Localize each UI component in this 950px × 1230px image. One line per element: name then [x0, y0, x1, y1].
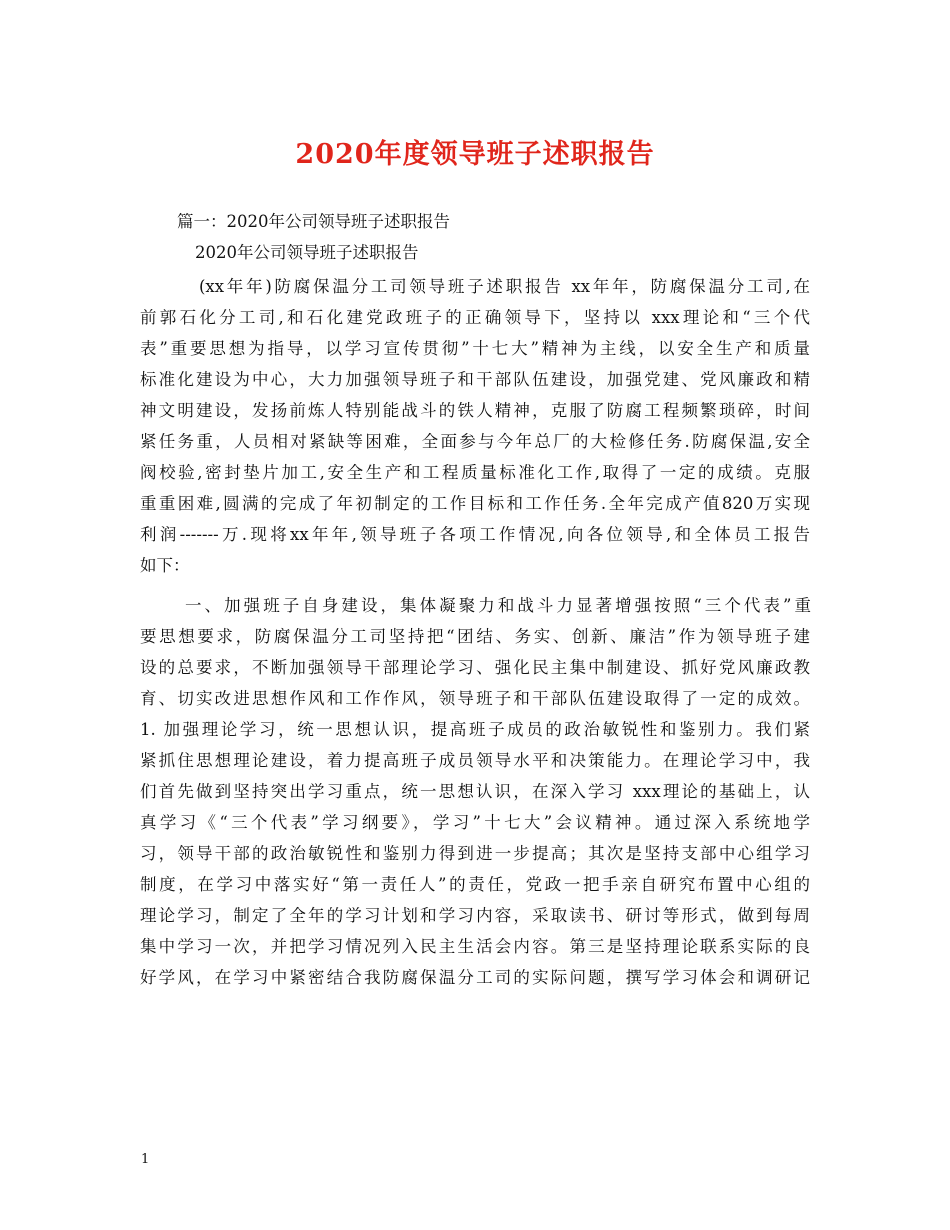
- para2-line-12: 集中学习一次，并把学习情况列入民主生活会内容。第三是坚持理论联系实际的良: [140, 937, 810, 956]
- section-heading: 篇一：2020年公司领导班子述职报告: [177, 212, 450, 231]
- para2-line-7: 们首先做到坚持突出学习重点，统一思想认识，在深入学习 xxx理论的基础上，认: [140, 782, 810, 801]
- para1-line-8: 重重困难,圆满的完成了年初制定的工作目标和工作任务.全年完成产值820万实现: [140, 494, 810, 513]
- report-subheading: 2020年公司领导班子述职报告: [195, 243, 419, 262]
- para1-line-3: 表”重要思想为指导，以学习宣传贯彻”十七大”精神为主线，以安全生产和质量: [140, 339, 810, 358]
- para2-line-2: 要思想要求，防腐保温分工司坚持把“团结、务实、创新、廉洁”作为领导班子建: [140, 627, 810, 646]
- para2-line-10: 制度，在学习中落实好“第一责任人”的责任，党政一把手亲自研究布置中心组的: [140, 875, 810, 894]
- para1-line-2: 前郭石化分工司,和石化建党政班子的正确领导下，坚持以 xxx理论和“三个代: [140, 308, 810, 327]
- para2-line-13: 好学风，在学习中紧密结合我防腐保温分工司的实际问题，撰写学习体会和调研记: [140, 968, 810, 987]
- para2-line-9: 习，领导干部的政治敏锐性和鉴别力得到进一步提高；其次是坚持支部中心组学习: [140, 844, 810, 863]
- para1-line-7: 阀校验,密封垫片加工,安全生产和工程质量标准化工作,取得了一定的成绩。克服: [140, 463, 810, 482]
- para1-line-9: 利润-------万.现将xx年年,领导班子各项工作情况,向各位领导,和全体员工报告: [140, 525, 810, 544]
- para1-line-4: 标准化建设为中心，大力加强领导班子和干部队伍建设，加强党建、党风廉政和精: [140, 370, 810, 389]
- para1-line-1: (xx年年)防腐保温分工司领导班子述职报告 xx年年，防腐保温分工司,在: [199, 277, 810, 296]
- para2-line-5: 1. 加强理论学习，统一思想认识，提高班子成员的政治敏锐性和鉴别力。我们紧: [140, 720, 810, 739]
- para2-line-1: 一、加强班子自身建设，集体凝聚力和战斗力显著增强按照“三个代表”重: [185, 596, 811, 615]
- para2-line-3: 设的总要求，不断加强领导干部理论学习、强化民主集中制建设、抓好党风廉政教: [140, 658, 810, 677]
- para1-line-6: 紧任务重，人员相对紧缺等困难，全面参与今年总厂的大检修任务.防腐保温,安全: [140, 432, 810, 451]
- para1-line-5: 神文明建设，发扬前炼人特别能战斗的铁人精神，克服了防腐工程频繁琐碎，时间: [140, 401, 810, 420]
- para2-line-6: 紧抓住思想理论建设，着力提高班子成员领导水平和决策能力。在理论学习中，我: [140, 751, 810, 770]
- para2-line-8: 真学习《“三个代表”学习纲要》，学习”十七大”会议精神。通过深入系统地学: [140, 813, 810, 832]
- document-title: 2020年度领导班子述职报告: [295, 139, 655, 170]
- para2-line-11: 理论学习，制定了全年的学习计划和学习内容，采取读书、研讨等形式，做到每周: [140, 906, 810, 925]
- page-number: 1: [141, 1152, 150, 1167]
- para2-line-4: 育、切实改进思想作风和工作作风，领导班子和干部队伍建设取得了一定的成效。: [140, 689, 810, 708]
- para1-line-10: 如下：: [140, 556, 190, 575]
